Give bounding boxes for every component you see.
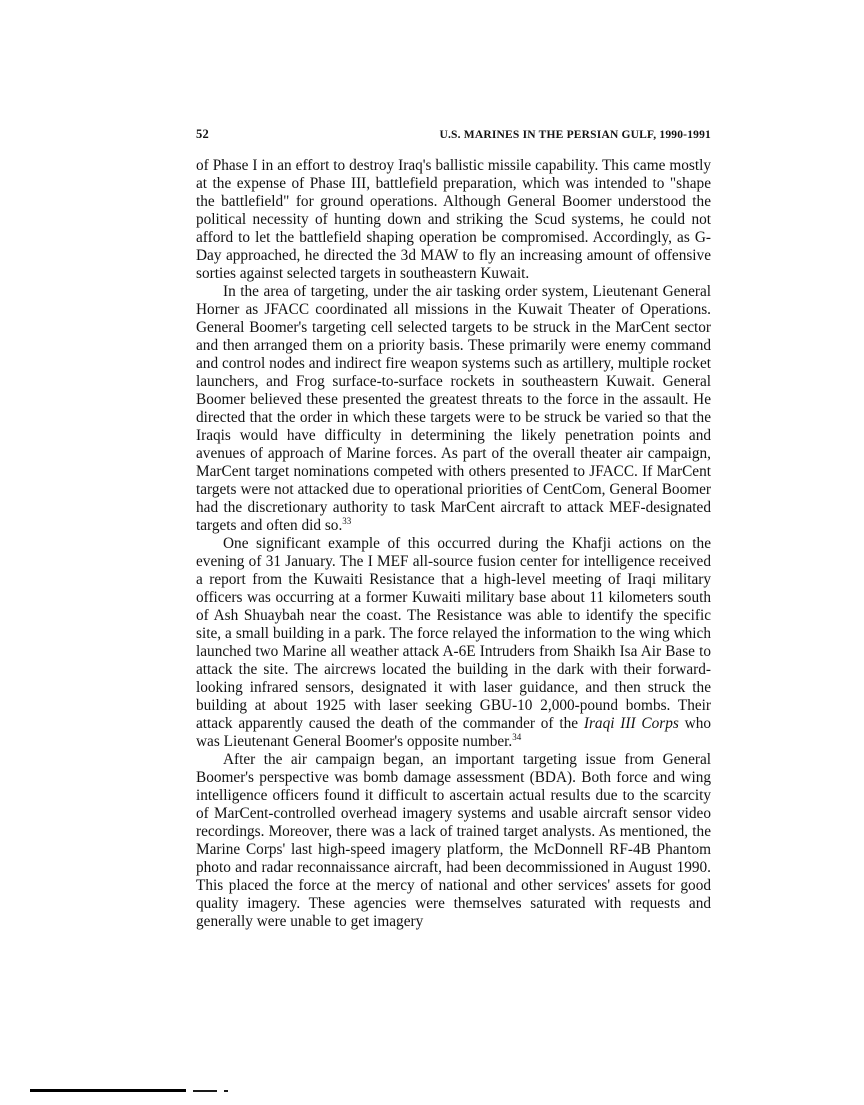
footnote-separator-dash: [193, 1090, 217, 1092]
footnote-separator-line: [30, 1089, 186, 1092]
text-run: who was Lieutenant General Boomer's opposite number.: [196, 715, 712, 750]
text-run: of Phase I in an effort to destroy Iraq's ballistic missile capability. This came mostly at the expense of Phase III, battlefield preparation, which was intended to "shape the battlefield" for ground operations. Although General Boomer understood the political necessity of hunting down and striking the Scud systems, he could not afford to let the battlefield shaping operation be compromised. Accordingly, as G-Day approached, he directed the 3d MAW to fly an increasing amount of offensive sorties against selected targets in southeastern Kuwait.: [196, 157, 711, 282]
footnote-separator-dot: [224, 1090, 228, 1092]
page-header: [196, 127, 711, 142]
paragraph: [196, 751, 711, 931]
paragraph: [196, 157, 711, 283]
paragraph: [196, 283, 711, 535]
page-number: 52: [196, 127, 209, 141]
paragraph: [196, 535, 711, 751]
page-body: [196, 157, 711, 931]
text-run: After the air campaign began, an important targeting issue from General Boomer's perspective was bomb damage assessment (BDA). Both force and wing intelligence officers found it difficult to ascertain actual results due to the scarcity of MarCent-controlled overhead imagery systems and usable aircraft sensor video recordings. Moreover, there was a lack of trained target analysts. As mentioned, the Marine Corps' last high-speed imagery platform, the McDonnell RF-4B Phantom photo and radar reconnaissance aircraft, had been decommissioned in August 1990. This placed the force at the mercy of national and other services' assets for good quality imagery. These agencies were themselves saturated with requests and generally were unable to get imagery: [196, 751, 711, 930]
footnote-reference: 33: [342, 515, 352, 526]
text-run: In the area of targeting, under the air tasking order system, Lieutenant General Horner as JFACC coordinated all missions in the Kuwait Theater of Operations. General Boomer's targeting cell selected targets to be struck in the MarCent sector and then arranged them on a priority basis. These primarily were enemy command and control nodes and indirect fire weapon systems such as artillery, multiple rocket launchers, and Frog surface-to-surface rockets in southeastern Kuwait. General Boomer believed these presented the greatest threats to the force in the assault. He directed that the order in which these targets were to be struck be varied so that the Iraqis would have difficulty in determining the likely penetration points and avenues of approach of Marine forces. As part of the overall theater air campaign, MarCent target nominations competed with others presented to JFACC. If MarCent targets were not attacked due to operational priorities of CentCom, General Boomer had the discretionary authority to task MarCent aircraft to attack MEF-designated targets and often did so.: [196, 283, 711, 534]
footnote-reference: 34: [512, 731, 522, 742]
italic-text-run: Iraqi III Corps: [583, 715, 679, 732]
running-title: U.S. MARINES IN THE PERSIAN GULF, 1990-1991: [439, 129, 711, 141]
text-run: One significant example of this occurred during the Khafji actions on the evening of 31 January. The I MEF all-source fusion center for intelligence received a report from the Kuwaiti Resistance that a high-level meeting of Iraqi military officers was occurring at a former Kuwaiti military base about 11 kilometers south of Ash Shuaybah near the coast. The Resistance was able to identify the specific site, a small building in a park. The force relayed the information to the wing which launched two Marine all weather attack A-6E Intruders from Shaikh Isa Air Base to attack the site. The aircrews located the building in the dark with their forward-looking infrared sensors, designated it with laser guidance, and then struck the building at about 1925 with laser seeking GBU-10 2,000-pound bombs. Their attack apparently caused the death of the commander of the: [196, 535, 711, 732]
